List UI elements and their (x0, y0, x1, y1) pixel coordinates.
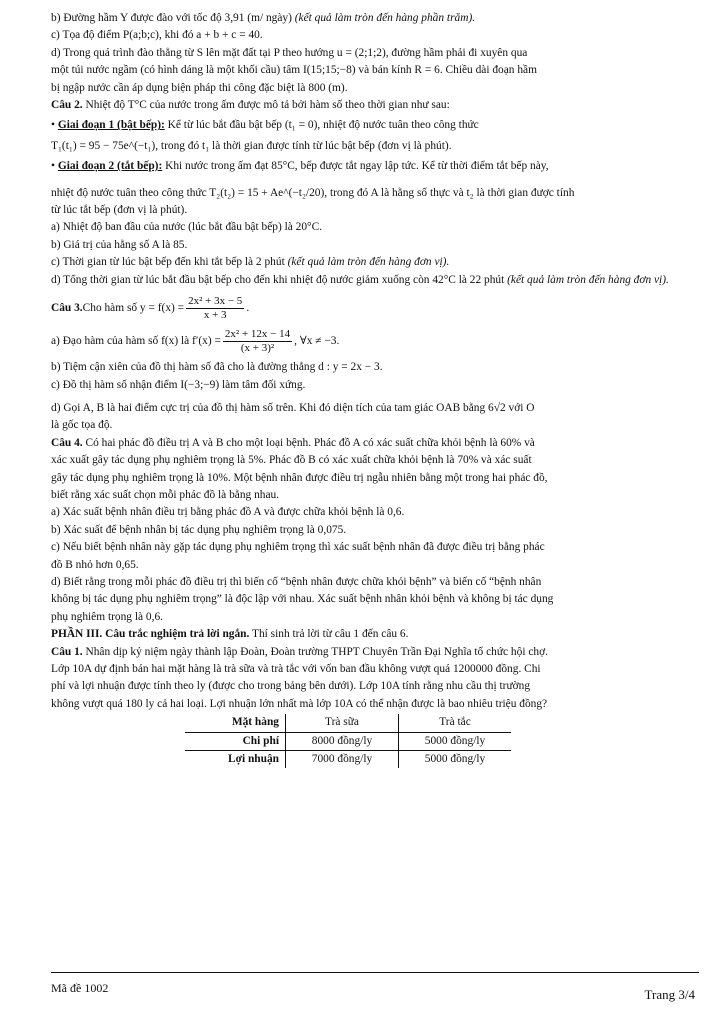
q2-phase1-formula: T₁(t₁) = 95 − 75e^(−t₁), trong đó t₁ là thời gian được tính từ lúc bật bếp (đơn vị là phút). (51, 139, 452, 152)
table-cell: 5000 đồng/ly (399, 732, 512, 750)
table-cell: 8000 đồng/ly (286, 732, 399, 750)
q3-item-c: c) Đồ thị hàm số nhận điểm I(−3;−9) làm tâm đối xứng. (51, 378, 306, 391)
q2-item-d: d) Tổng thời gian từ lúc bắt đầu bật bếp cho đến khi nhiệt độ nước giảm xuống còn 42°C là 22 phút (kết quả làm tròn đến hàng đơn vị). (51, 273, 669, 286)
q4-item-d-line2: không bị tác dụng phụ nghiêm trọng” là độc lập với nhau. Xác suất bệnh nhân khỏi bệnh và không bị tác dụng (51, 593, 554, 606)
q2-phase1: • Giai đoạn 1 (bật bếp): Kể từ lúc bắt đầu bật bếp (t₁ = 0), nhiệt độ nước tuân theo công thức (51, 119, 479, 132)
q4-item-b: b) Xác suất để bệnh nhân bị tác dụng phụ nghiêm trọng là 0,075. (51, 523, 347, 536)
q4-item-d-line3: phụ nghiêm trọng là 0,6. (51, 610, 163, 623)
q4-line3: gây tác dụng phụ nghiêm trọng là 10%. Một bệnh nhân được điều trị ngẫu nhiên bằng một trong hai phác đồ, (51, 471, 548, 484)
q4-line2: xác xuất gây tác dụng phụ nghiêm trọng là 5%. Phác đồ B có xác xuất chữa khỏi bệnh là 70% và xác suất (51, 454, 532, 467)
q2-heading: Câu 2. Nhiệt độ T°C của nước trong ấm được mô tả bởi hàm số theo thời gian như sau: (51, 99, 450, 112)
q3-item-b: b) Tiệm cận xiên của đồ thị hàm số đã cho là đường thẳng d : y = 2x − 3. (51, 361, 383, 374)
q2-phase2-formula-end: từ lúc tắt bếp (đơn vị là phút). (51, 204, 188, 217)
q3-item-a: a) Đạo hàm của hàm số f(x) là f′(x) = $\frac{\text{2x² + 12x − 14}}{\text{(x + 3)²}}$ , ∀x ≠ −3. (51, 328, 340, 355)
table-row (185, 732, 511, 750)
table-header-cell: Mặt hàng (185, 714, 286, 732)
q1-item-d-line1: d) Trong quá trình đào thẳng từ S lên mặt đất tại P theo hướng u = (2;1;2), đường hầm phải đi xuyên qua (51, 46, 528, 59)
q4-line1: Câu 4. Có hai phác đồ điều trị A và B cho một loại bệnh. Phác đồ A có xác suất chữa khỏi bệnh là 60% và (51, 436, 535, 449)
q3-derivative-fraction: $\frac{\text{2x² + 12x − 14}}{\text{(x + 3)²}}$ (224, 328, 291, 355)
footer-divider (51, 972, 699, 973)
p3q1-line2: Lớp 10A dự định bán hai mặt hàng là trà sữa và trà tắc với vốn ban đầu không vượt quá 1200000 đồng. Chi (51, 663, 541, 675)
q1-item-d-line3: bị ngập nước cần áp dụng biện pháp thi công đặc biệt là 800 (m). (51, 81, 348, 94)
table-row-label: Lợi nhuận (185, 751, 286, 769)
q2-phase2-formula: nhiệt độ nước tuân theo công thức T₂(t₂) = 15 + Ae^(−t₂/20), trong đó A là hằng số thực và t₂ là thời gian được tính (51, 186, 575, 199)
q4-line4: biết rằng xác suất chọn mỗi phác đồ là bằng nhau. (51, 488, 280, 501)
exam-code: Mã đề 1002 (51, 981, 109, 995)
q3-heading: Câu 3. Cho hàm số y = f(x) = $\frac{\text{2x² + 3x − 5}}{x + 3}$ . (51, 295, 250, 322)
cost-profit-table (185, 714, 699, 768)
p3q1-line4: không vượt quá 180 ly cả hai loại. Lợi nhuận lớn nhất mà lớp 10A có thể nhận được là bao nhiêu triệu đồng? (51, 697, 548, 710)
q4-item-d-line1: d) Biết rằng trong mỗi phác đồ điều trị thì biến cố “bệnh nhân được chữa khỏi bệnh” và biến cố “bệnh nhân (51, 575, 542, 588)
q2-item-a: a) Nhiệt độ ban đầu của nước (lúc bắt đầu bật bếp) là 20°C. (51, 221, 323, 234)
q3-item-d-line1: d) Gọi A, B là hai điểm cực trị của đồ thị hàm số trên. Khi đó diện tích của tam giác OAB bằng 6√2 với O (51, 401, 535, 414)
q2-phase2: • Giai đoạn 2 (tắt bếp): Khi nước trong ấm đạt 85°C, bếp được tắt ngay lập tức. Kể từ thời điểm tắt bếp này, (51, 160, 549, 173)
p3q1-line1: Câu 1. Nhân dịp kỷ niệm ngày thành lập Đoàn, Đoàn trường THPT Chuyên Trần Đại Nghĩa tổ chức hội chợ. (51, 645, 548, 658)
q4-item-a: a) Xác suất bệnh nhân điều trị bằng phác đồ A và được chữa khỏi bệnh là 0,6. (51, 506, 405, 519)
table-cell: 7000 đồng/ly (286, 751, 399, 769)
table-header-cell: Trà sữa (286, 714, 399, 732)
q1-item-c: c) Tọa độ điểm P(a;b;c), khi đó a + b + c = 40. (51, 29, 263, 42)
table-cell: 5000 đồng/ly (399, 751, 512, 769)
q2-item-b: b) Giá trị của hằng số A là 85. (51, 238, 188, 251)
table-row-label: Chi phí (185, 732, 286, 750)
page-content (51, 10, 699, 768)
q4-item-c-line2: đồ B nhỏ hơn 0,65. (51, 558, 139, 571)
page-number: Trang 3/4 (644, 987, 695, 1002)
q3-item-d-line2: là gốc tọa độ. (51, 419, 113, 432)
table-header-cell: Trà tắc (399, 714, 512, 732)
q1-item-b: b) Đường hầm Y được đào với tốc độ 3,91 (m/ ngày) (kết quả làm tròn đến hàng phần trăm). (51, 12, 476, 24)
q2-item-c: c) Thời gian từ lúc bật bếp đến khi tắt bếp là 2 phút (kết quả làm tròn đến hàng đơn vị). (51, 256, 450, 269)
part3-heading: PHẦN III. Câu trắc nghiệm trả lời ngắn. Thí sinh trả lời từ câu 1 đến câu 6. (51, 628, 409, 641)
q4-item-c-line1: c) Nếu biết bệnh nhân này gặp tác dụng phụ nghiêm trọng thì xác suất bệnh nhân đã được điều trị bằng phác (51, 541, 545, 554)
table-header-row (185, 714, 511, 732)
table-row (185, 751, 511, 769)
q1-item-d-line2: một túi nước ngầm (có hình dáng là một khối cầu) tâm I(15;15;−8) và bán kính R = 6. Chiều dài đoạn hầm (51, 64, 537, 77)
q3-function-fraction: $\frac{\text{2x² + 3x − 5}}{x + 3}$ (188, 295, 243, 322)
p3q1-line3: phí và lợi nhuận được tính theo ly (được cho trong bảng bên dưới). Lớp 10A tính rằng nhu cầu thị trường (51, 680, 531, 693)
